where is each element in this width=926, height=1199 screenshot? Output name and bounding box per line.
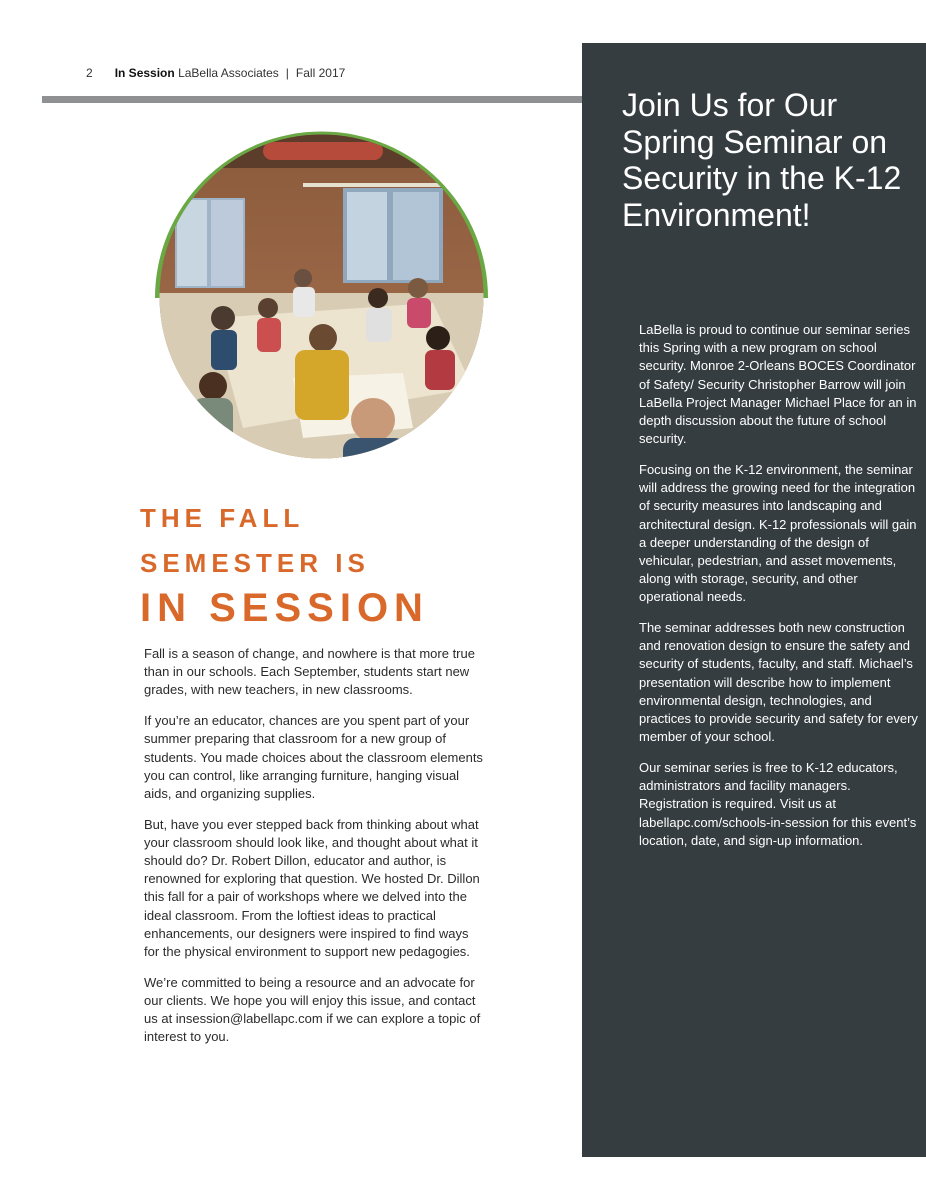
issue-label: Fall 2017 xyxy=(295,66,346,80)
sidebar-heading: Join Us for Our Spring Seminar on Security in the K-12 Environment! xyxy=(622,87,902,233)
publication-name: In Session xyxy=(114,66,175,80)
article-title xyxy=(140,505,429,628)
article-body xyxy=(144,645,484,1059)
classroom-photo xyxy=(153,128,490,465)
company-name: LaBella Associates xyxy=(178,66,279,80)
sidebar-paragraph: Focusing on the K-12 environment, the seminar will address the growing need for the integration of security measures into landscaping and architectural design. K-12 professionals will gain a deeper understanding of the design of vehicular, pedestrian, and asset movements, along with storage, security, and other operational needs. xyxy=(639,461,917,605)
sidebar-paragraph: Our seminar series is free to K-12 educators, administrators and facility managers. Registration is required. Visit us at labellapc.com/schools-in-session for this event’s location, date, and sign-up information. xyxy=(639,759,917,848)
article-paragraph: We’re committed to being a resource and an advocate for our clients. We hope you will enjoy this issue, and contact us at insession@labellapc.com if we can explore a topic of interest to you. xyxy=(144,974,481,1045)
sidebar-paragraph: The seminar addresses both new construction and renovation design to ensure the safety and security of students, faculty, and staff. Michael’s presentation will describe how to implement environmental design, technologies, and practices to provide security and safety for every member of your school. xyxy=(639,620,918,745)
sidebar-body xyxy=(639,321,921,862)
title-line-1: THE FALL xyxy=(140,503,305,533)
page-number: 2 xyxy=(86,66,93,80)
seminar-sidebar xyxy=(582,43,926,1157)
article-paragraph: Fall is a season of change, and nowhere is that more true than in our schools. Each September, students start new grades, with new teachers, in new classrooms. xyxy=(144,646,475,698)
header-rule xyxy=(42,96,582,103)
article-paragraph: But, have you ever stepped back from thinking about what your classroom should look like, and thought about what it should do? Dr. Robert Dillon, educator and author, is renowned for exploring that question. We hosted Dr. Dillon this fall for a pair of workshops where we delved into the ideal classroom. From the loftiest ideas to practical enhancements, our designers were inspired to find ways for the physical environment to support new pedagogies. xyxy=(144,816,480,960)
header-separator: | xyxy=(285,66,289,80)
page-header xyxy=(86,66,345,80)
title-line-2: SEMESTER IS xyxy=(140,548,370,578)
sidebar-paragraph: LaBella is proud to continue our seminar series this Spring with a new program on school security. Monroe 2-Orleans BOCES Coordinator of Safety/ Security Christopher Barrow will join LaBella Project Manager Michael Place for an in depth discussion about the future of school security. xyxy=(639,322,917,447)
title-line-3: IN SESSION xyxy=(140,586,429,630)
article-paragraph: If you’re an educator, chances are you spent part of your summer preparing that classroom for a new group of students. You made choices about the classroom elements you can control, like arranging furniture, hanging visual aids, and organizing supplies. xyxy=(144,713,483,801)
classroom-workshop-photo-icon xyxy=(153,128,490,465)
